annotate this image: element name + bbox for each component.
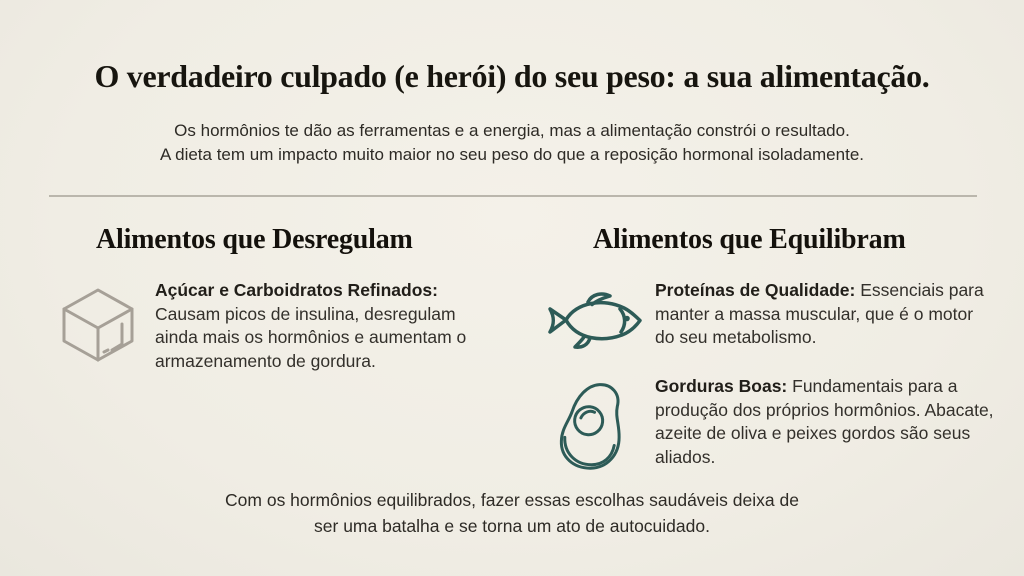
subtitle — [0, 119, 1024, 167]
section-heading-desregulam: Alimentos que Desregulam — [96, 224, 413, 255]
subtitle-line-1: Os hormônios te dão as ferramentas e a energia, mas a alimentação constrói o resultado. — [174, 121, 850, 140]
footer-note — [0, 487, 1024, 539]
item-protein-body: Essenciais para manter a massa muscular, que é o motor do seu metabolismo. — [655, 280, 984, 347]
horizontal-divider — [49, 195, 977, 197]
item-sugar-text — [155, 279, 500, 373]
section-heading-equilibram: Alimentos que Equilibram — [593, 224, 906, 255]
item-protein-lead: Proteínas de Qualidade: — [655, 280, 856, 300]
fish-icon — [545, 288, 649, 352]
footer-line-1: Com os hormônios equilibrados, fazer essas escolhas saudáveis deixa de — [225, 490, 799, 510]
avocado-icon — [551, 377, 630, 478]
item-fats-text — [655, 375, 1000, 469]
item-fats-body: Fundamentais para a produção dos próprios hormônios. Abacate, azeite de oliva e peixes gordos são seus aliados. — [655, 376, 994, 467]
item-sugar-lead: Açúcar e Carboidratos Refinados: — [155, 280, 438, 300]
item-fats-lead: Gorduras Boas: — [655, 376, 788, 396]
footer-line-2: ser uma batalha e se torna um ato de autocuidado. — [314, 516, 710, 536]
item-protein-text — [655, 279, 993, 350]
subtitle-line-2: A dieta tem um impacto muito maior no seu peso do que a reposição hormonal isoladamente. — [159, 145, 864, 164]
item-sugar-body: Causam picos de insulina, desregulam ainda mais os hormônios e aumentam o armazenamento de gordura. — [155, 303, 467, 371]
sugar-cube-icon — [55, 283, 141, 369]
page-title: O verdadeiro culpado (e herói) do seu peso: a sua alimentação. — [94, 58, 930, 94]
